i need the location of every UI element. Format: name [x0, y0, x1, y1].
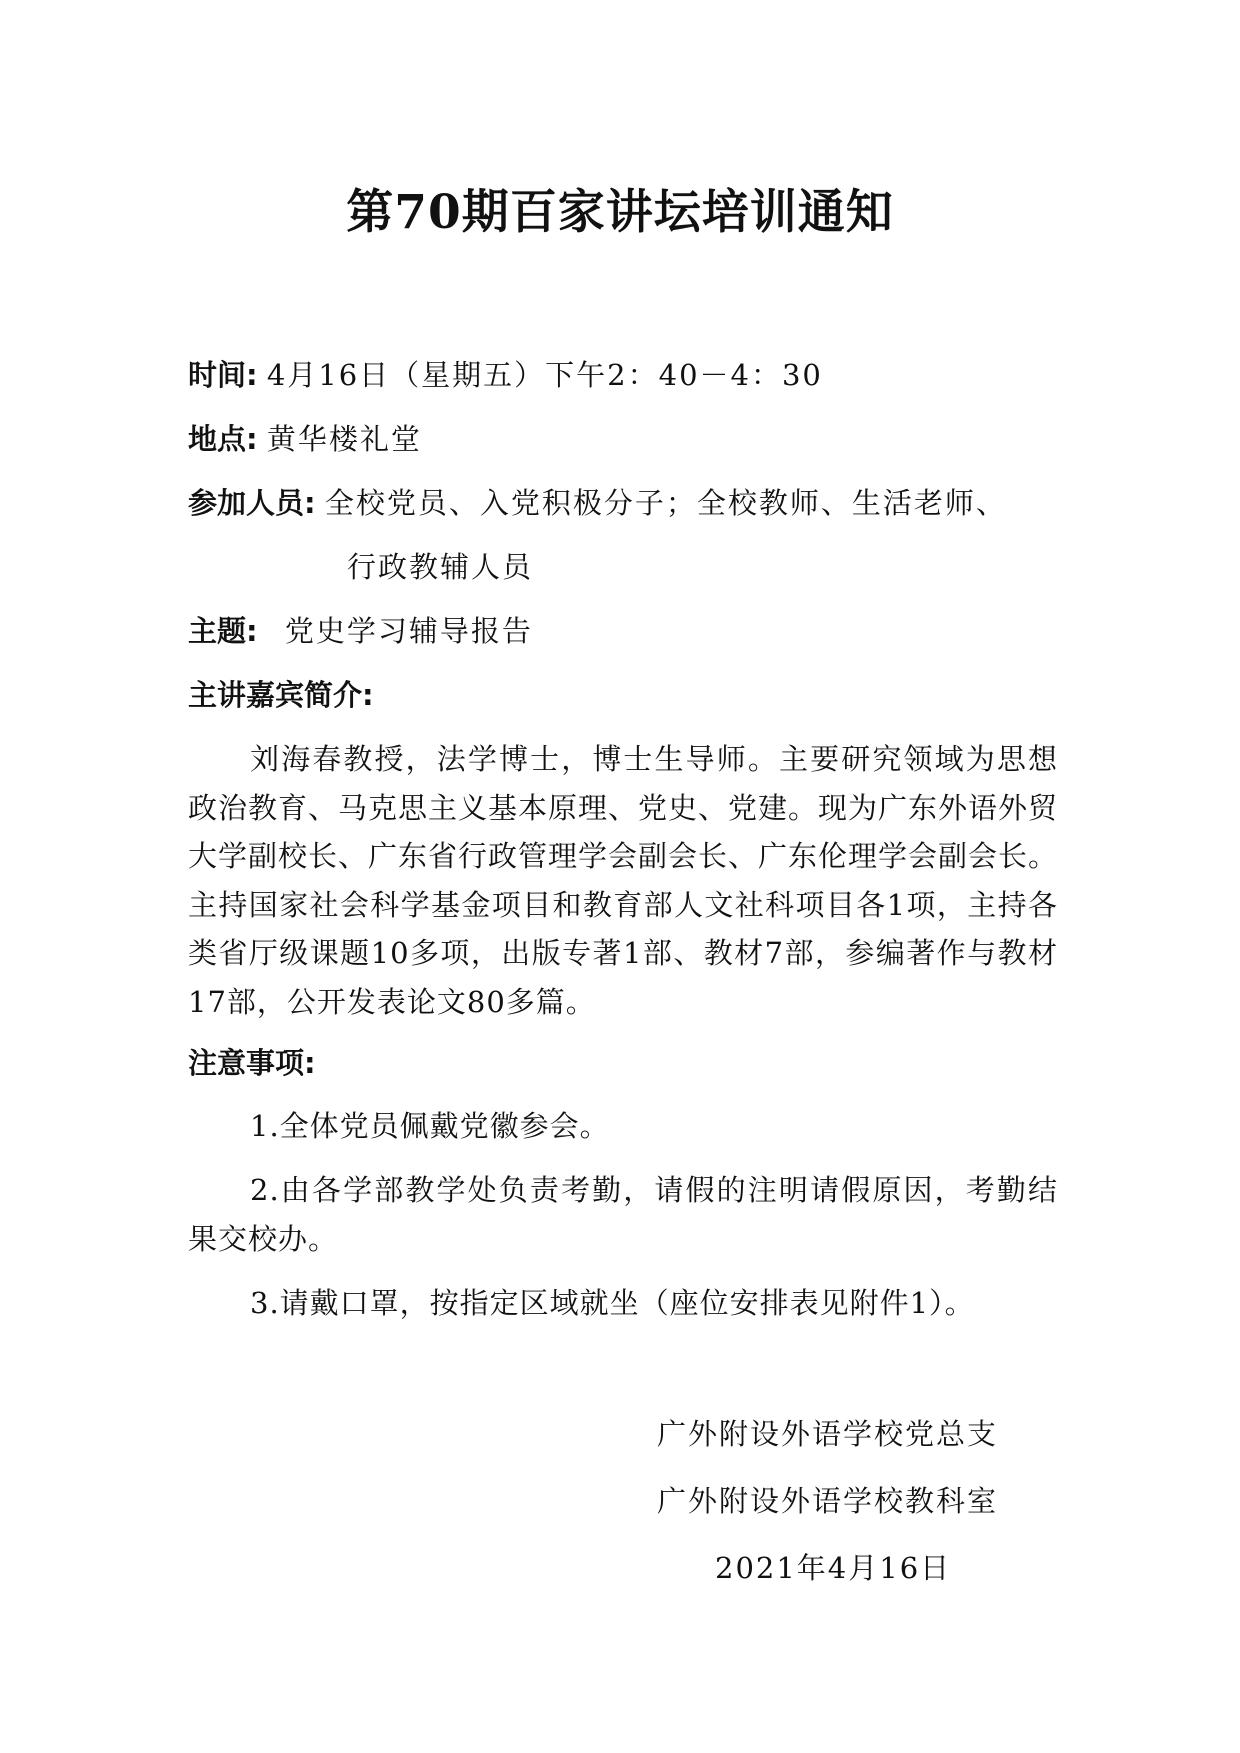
- speaker-intro: 刘海春教授，法学博士，博士生导师。主要研究领域为思想政治教育、马克思主义基本原理、党史、党建。现为广东外语外贸大学副校长、广东省行政管理学会副会长、广东伦理学会副会长。主持国家社会科学基金项目和教育部人文社科项目各1项，主持各类省厅级课题10多项，出版专著1部、教材7部，参编著作与教材17部，公开发表论文80多篇。: [188, 742, 1059, 1019]
- place-row: [188, 419, 422, 459]
- participants-value-line2: 行政教辅人员: [347, 550, 534, 584]
- signature-date: 2021年4月16日: [715, 1551, 952, 1585]
- participants-value-line1: 全校党员、入党积极分子；全校教师、生活老师、: [324, 486, 1007, 520]
- place-label: 地点:: [188, 422, 258, 456]
- topic-row: [188, 611, 533, 651]
- topic-value: 党史学习辅导报告: [284, 614, 533, 648]
- topic-label: 主题:: [188, 614, 258, 648]
- note-item: 2.由各学部教学处负责考勤，请假的注明请假原因，考勤结果交校办。: [188, 1173, 1058, 1256]
- time-row: [188, 355, 823, 395]
- note-item: 1.全体党员佩戴党徽参会。: [250, 1109, 610, 1143]
- document-title: 第70期百家讲坛培训通知: [346, 185, 894, 240]
- note-item: 3.请戴口罩，按指定区域就坐（座位安排表见附件1）。: [250, 1286, 975, 1320]
- signature-org1: 广外附设外语学校党总支: [657, 1417, 999, 1451]
- place-value: 黄华楼礼堂: [266, 422, 422, 456]
- time-value: 4月16日（星期五）下午2：40－4：30: [266, 358, 823, 392]
- signature-org2: 广外附设外语学校教科室: [657, 1484, 999, 1518]
- notes-heading: 注意事项:: [188, 1046, 316, 1080]
- participants-label: 参加人员:: [188, 486, 316, 520]
- speaker-heading: 主讲嘉宾简介:: [188, 678, 374, 712]
- time-label: 时间:: [188, 358, 258, 392]
- participants-row: [188, 483, 1007, 523]
- participants-row-continued: [347, 547, 533, 587]
